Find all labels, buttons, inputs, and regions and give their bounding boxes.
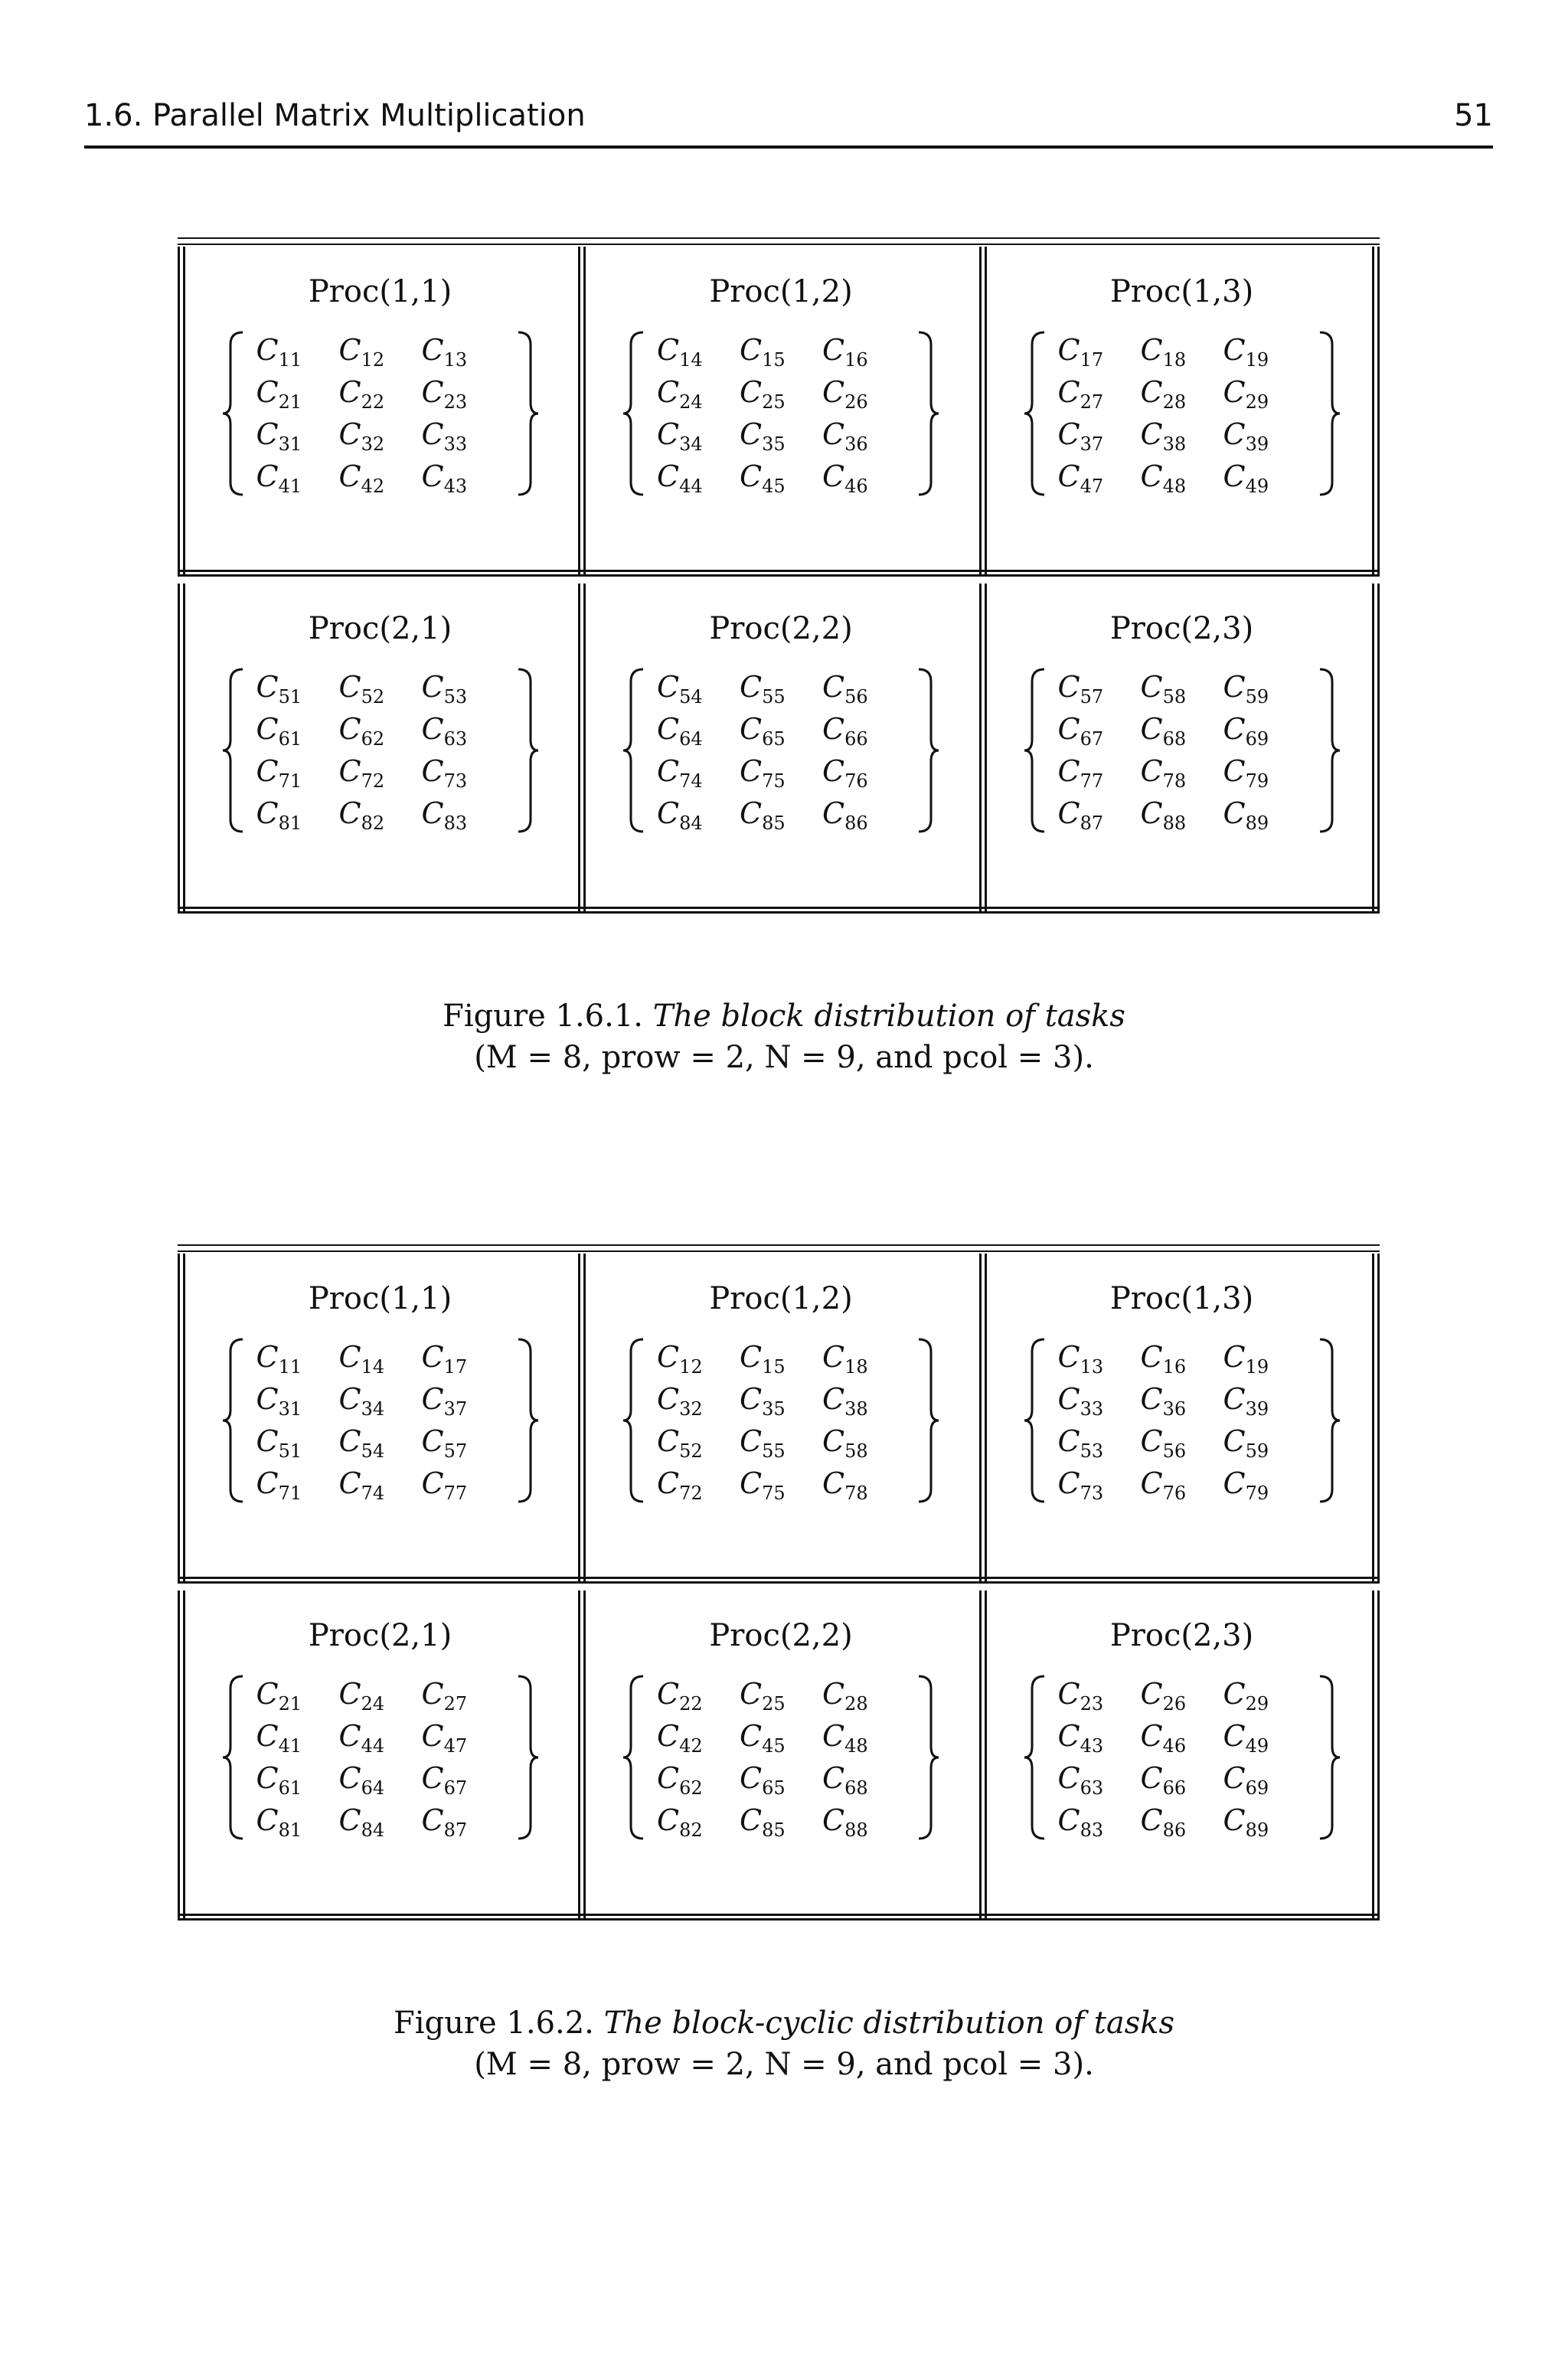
task-entry: $C_{37}$ bbox=[1057, 417, 1104, 455]
grid-top-rule bbox=[178, 237, 1380, 239]
task-entry: $C_{74}$ bbox=[338, 1466, 385, 1504]
task-entry: $C_{54}$ bbox=[338, 1424, 385, 1462]
processor-cell bbox=[987, 1254, 1377, 1583]
processor-cell bbox=[185, 584, 575, 913]
grid-vertical-rule bbox=[979, 247, 982, 576]
task-entry: $C_{19}$ bbox=[1223, 1340, 1269, 1378]
task-entry: $C_{88}$ bbox=[1140, 796, 1187, 834]
left-brace-icon bbox=[620, 1336, 648, 1505]
processor-cell bbox=[987, 584, 1377, 913]
task-entry: $C_{33}$ bbox=[421, 417, 468, 455]
task-entry: $C_{48}$ bbox=[1140, 459, 1187, 497]
left-brace-icon bbox=[620, 1673, 648, 1842]
task-entry: $C_{23}$ bbox=[1057, 1677, 1104, 1715]
grid-vertical-rule bbox=[578, 1254, 580, 1583]
right-brace-icon bbox=[914, 1336, 942, 1505]
task-entry: $C_{63}$ bbox=[421, 712, 468, 750]
left-brace-icon bbox=[220, 1336, 247, 1505]
right-brace-icon bbox=[514, 1673, 541, 1842]
task-entry: $C_{59}$ bbox=[1223, 670, 1269, 708]
task-entry: $C_{27}$ bbox=[1057, 375, 1104, 413]
task-entry: $C_{54}$ bbox=[657, 670, 703, 708]
processor-label: Proc(1,1) bbox=[308, 1281, 452, 1316]
task-entry: $C_{15}$ bbox=[740, 1340, 786, 1378]
task-entry: $C_{44}$ bbox=[338, 1719, 385, 1757]
task-entry: $C_{22}$ bbox=[338, 375, 385, 413]
task-entry: $C_{27}$ bbox=[421, 1677, 468, 1715]
grid-top-rule bbox=[178, 1250, 1380, 1252]
task-entry: $C_{89}$ bbox=[1223, 796, 1269, 834]
page-number: 51 bbox=[1454, 98, 1493, 133]
task-entry: $C_{16}$ bbox=[822, 333, 868, 371]
processor-label: Proc(1,3) bbox=[1109, 274, 1254, 309]
task-entry: $C_{52}$ bbox=[657, 1424, 703, 1462]
left-brace-icon bbox=[220, 1673, 247, 1842]
task-entries bbox=[256, 329, 505, 498]
task-entry: $C_{87}$ bbox=[1057, 796, 1104, 834]
task-entry: $C_{17}$ bbox=[1057, 333, 1104, 371]
processor-label: Proc(2,1) bbox=[308, 1618, 452, 1653]
task-entry: $C_{36}$ bbox=[1140, 1382, 1187, 1420]
processor-row bbox=[178, 1590, 1380, 1920]
task-set bbox=[1021, 666, 1343, 835]
caption-parameters: (M = 8, prow = 2, N = 9, and pcol = 3). bbox=[474, 1040, 1094, 1075]
task-set bbox=[620, 1336, 942, 1505]
task-entry: $C_{72}$ bbox=[338, 754, 385, 792]
processor-label: Proc(2,3) bbox=[1109, 611, 1254, 646]
task-entry: $C_{22}$ bbox=[657, 1677, 703, 1715]
task-entry: $C_{47}$ bbox=[421, 1719, 468, 1757]
block-distribution-figure bbox=[178, 237, 1380, 927]
task-entry: $C_{12}$ bbox=[657, 1340, 703, 1378]
task-entry: $C_{71}$ bbox=[256, 754, 302, 792]
task-entry: $C_{66}$ bbox=[1140, 1761, 1187, 1799]
task-entry: $C_{32}$ bbox=[657, 1382, 703, 1420]
task-entry: $C_{68}$ bbox=[822, 1761, 868, 1799]
processor-label: Proc(1,2) bbox=[709, 1281, 853, 1316]
task-entry: $C_{35}$ bbox=[740, 417, 786, 455]
task-entry: $C_{77}$ bbox=[421, 1466, 468, 1504]
task-entry: $C_{16}$ bbox=[1140, 1340, 1187, 1378]
task-entry: $C_{35}$ bbox=[740, 1382, 786, 1420]
task-entry: $C_{21}$ bbox=[256, 375, 302, 413]
grid-vertical-rule bbox=[178, 247, 180, 576]
right-brace-icon bbox=[1315, 1336, 1343, 1505]
task-entry: $C_{81}$ bbox=[256, 1803, 302, 1841]
figure-caption bbox=[0, 2002, 1568, 2085]
processor-cell bbox=[987, 247, 1377, 576]
task-set bbox=[620, 1673, 942, 1842]
task-entry: $C_{44}$ bbox=[657, 459, 703, 497]
section-title: 1.6. Parallel Matrix Multiplication bbox=[84, 98, 586, 133]
task-entry: $C_{18}$ bbox=[1140, 333, 1187, 371]
task-entry: $C_{82}$ bbox=[338, 796, 385, 834]
left-brace-icon bbox=[1021, 666, 1049, 835]
grid-top-rule bbox=[178, 1244, 1380, 1246]
task-entry: $C_{21}$ bbox=[256, 1677, 302, 1715]
processor-label: Proc(2,2) bbox=[709, 1618, 853, 1653]
right-brace-icon bbox=[914, 666, 942, 835]
task-entry: $C_{11}$ bbox=[256, 333, 302, 371]
task-entry: $C_{83}$ bbox=[1057, 1803, 1104, 1841]
task-entry: $C_{34}$ bbox=[657, 417, 703, 455]
task-entry: $C_{49}$ bbox=[1223, 1719, 1269, 1757]
task-entry: $C_{26}$ bbox=[822, 375, 868, 413]
task-set bbox=[220, 1336, 541, 1505]
caption-parameters: (M = 8, prow = 2, N = 9, and pcol = 3). bbox=[474, 2047, 1094, 2082]
task-entry: $C_{73}$ bbox=[1057, 1466, 1104, 1504]
task-entry: $C_{66}$ bbox=[822, 712, 868, 750]
task-entry: $C_{65}$ bbox=[740, 1761, 786, 1799]
task-entry: $C_{82}$ bbox=[657, 1803, 703, 1841]
task-entry: $C_{79}$ bbox=[1223, 754, 1269, 792]
task-entry: $C_{25}$ bbox=[740, 375, 786, 413]
task-entry: $C_{23}$ bbox=[421, 375, 468, 413]
right-brace-icon bbox=[514, 666, 541, 835]
task-entry: $C_{13}$ bbox=[1057, 1340, 1104, 1378]
task-entry: $C_{14}$ bbox=[338, 1340, 385, 1378]
task-entry: $C_{11}$ bbox=[256, 1340, 302, 1378]
task-entry: $C_{61}$ bbox=[256, 712, 302, 750]
task-entry: $C_{85}$ bbox=[740, 796, 786, 834]
grid-vertical-rule bbox=[1377, 1590, 1380, 1920]
task-entry: $C_{61}$ bbox=[256, 1761, 302, 1799]
task-entry: $C_{89}$ bbox=[1223, 1803, 1269, 1841]
task-entries bbox=[256, 1673, 505, 1842]
task-entry: $C_{17}$ bbox=[421, 1340, 468, 1378]
grid-vertical-rule bbox=[979, 1254, 982, 1583]
task-entry: $C_{86}$ bbox=[822, 796, 868, 834]
task-entry: $C_{55}$ bbox=[740, 1424, 786, 1462]
task-entry: $C_{39}$ bbox=[1223, 417, 1269, 455]
right-brace-icon bbox=[1315, 666, 1343, 835]
task-entry: $C_{67}$ bbox=[421, 1761, 468, 1799]
task-entry: $C_{15}$ bbox=[740, 333, 786, 371]
task-entry: $C_{69}$ bbox=[1223, 1761, 1269, 1799]
left-brace-icon bbox=[1021, 329, 1049, 498]
task-entries bbox=[657, 1673, 905, 1842]
left-brace-icon bbox=[620, 329, 648, 498]
task-entry: $C_{75}$ bbox=[740, 754, 786, 792]
task-entries bbox=[657, 329, 905, 498]
task-entry: $C_{48}$ bbox=[822, 1719, 868, 1757]
task-entry: $C_{45}$ bbox=[740, 1719, 786, 1757]
task-entry: $C_{87}$ bbox=[421, 1803, 468, 1841]
processor-cell bbox=[586, 1590, 976, 1920]
processor-cell bbox=[987, 1590, 1377, 1920]
task-entry: $C_{29}$ bbox=[1223, 1677, 1269, 1715]
processor-label: Proc(2,3) bbox=[1109, 1618, 1254, 1653]
task-entry: $C_{47}$ bbox=[1057, 459, 1104, 497]
caption-title: The block distribution of tasks bbox=[652, 999, 1125, 1034]
task-entry: $C_{46}$ bbox=[1140, 1719, 1187, 1757]
caption-label: Figure 1.6.1. bbox=[443, 999, 653, 1034]
task-entry: $C_{67}$ bbox=[1057, 712, 1104, 750]
processor-label: Proc(1,3) bbox=[1109, 1281, 1254, 1316]
task-entry: $C_{28}$ bbox=[1140, 375, 1187, 413]
task-entry: $C_{78}$ bbox=[1140, 754, 1187, 792]
task-set bbox=[220, 666, 541, 835]
task-set bbox=[1021, 329, 1343, 498]
task-entry: $C_{24}$ bbox=[338, 1677, 385, 1715]
page-header bbox=[84, 98, 1493, 147]
task-entry: $C_{88}$ bbox=[822, 1803, 868, 1841]
task-entry: $C_{73}$ bbox=[421, 754, 468, 792]
task-set bbox=[220, 329, 541, 498]
task-entry: $C_{32}$ bbox=[338, 417, 385, 455]
task-entries bbox=[657, 666, 905, 835]
grid-vertical-rule bbox=[1377, 584, 1380, 913]
task-entry: $C_{79}$ bbox=[1223, 1466, 1269, 1504]
task-entry: $C_{31}$ bbox=[256, 417, 302, 455]
grid-vertical-rule bbox=[1377, 1254, 1380, 1583]
task-entry: $C_{62}$ bbox=[338, 712, 385, 750]
task-entry: $C_{84}$ bbox=[657, 796, 703, 834]
task-entries bbox=[1058, 1336, 1306, 1505]
task-entry: $C_{12}$ bbox=[338, 333, 385, 371]
left-brace-icon bbox=[220, 666, 247, 835]
task-entry: $C_{63}$ bbox=[1057, 1761, 1104, 1799]
task-set bbox=[620, 329, 942, 498]
right-brace-icon bbox=[914, 329, 942, 498]
task-entry: $C_{76}$ bbox=[822, 754, 868, 792]
right-brace-icon bbox=[1315, 1673, 1343, 1842]
task-entry: $C_{31}$ bbox=[256, 1382, 302, 1420]
task-entries bbox=[1058, 329, 1306, 498]
task-entry: $C_{62}$ bbox=[657, 1761, 703, 1799]
task-entry: $C_{42}$ bbox=[657, 1719, 703, 1757]
processor-row bbox=[178, 247, 1380, 576]
task-entry: $C_{53}$ bbox=[421, 670, 468, 708]
task-entry: $C_{25}$ bbox=[740, 1677, 786, 1715]
task-entry: $C_{38}$ bbox=[822, 1382, 868, 1420]
header-rule bbox=[84, 145, 1493, 149]
task-entry: $C_{75}$ bbox=[740, 1466, 786, 1504]
caption-title: The block-cyclic distribution of tasks bbox=[603, 2006, 1175, 2041]
grid-vertical-rule bbox=[578, 247, 580, 576]
task-entry: $C_{83}$ bbox=[421, 796, 468, 834]
task-entry: $C_{33}$ bbox=[1057, 1382, 1104, 1420]
task-entries bbox=[657, 1336, 905, 1505]
task-entry: $C_{76}$ bbox=[1140, 1466, 1187, 1504]
task-entry: $C_{24}$ bbox=[657, 375, 703, 413]
task-entry: $C_{57}$ bbox=[421, 1424, 468, 1462]
task-entry: $C_{39}$ bbox=[1223, 1382, 1269, 1420]
grid-top-rule bbox=[178, 244, 1380, 245]
processor-cell bbox=[586, 247, 976, 576]
left-brace-icon bbox=[1021, 1336, 1049, 1505]
grid-vertical-rule bbox=[178, 584, 180, 913]
task-entry: $C_{19}$ bbox=[1223, 333, 1269, 371]
task-entries bbox=[256, 666, 505, 835]
task-entry: $C_{84}$ bbox=[338, 1803, 385, 1841]
task-entry: $C_{29}$ bbox=[1223, 375, 1269, 413]
right-brace-icon bbox=[514, 1336, 541, 1505]
task-entry: $C_{37}$ bbox=[421, 1382, 468, 1420]
caption-line bbox=[0, 2002, 1568, 2044]
task-entry: $C_{81}$ bbox=[256, 796, 302, 834]
task-entry: $C_{85}$ bbox=[740, 1803, 786, 1841]
block-cyclic-distribution-figure bbox=[178, 1244, 1380, 1934]
processor-label: Proc(2,1) bbox=[308, 611, 452, 646]
left-brace-icon bbox=[620, 666, 648, 835]
task-entry: $C_{38}$ bbox=[1140, 417, 1187, 455]
grid-vertical-rule bbox=[979, 584, 982, 913]
task-entries bbox=[1058, 1673, 1306, 1842]
processor-label: Proc(1,2) bbox=[709, 274, 853, 309]
grid-vertical-rule bbox=[178, 1590, 180, 1920]
task-entry: $C_{42}$ bbox=[338, 459, 385, 497]
task-entry: $C_{69}$ bbox=[1223, 712, 1269, 750]
grid-vertical-rule bbox=[178, 1254, 180, 1583]
task-entry: $C_{59}$ bbox=[1223, 1424, 1269, 1462]
task-set bbox=[220, 1673, 541, 1842]
grid-vertical-rule bbox=[1377, 247, 1380, 576]
task-entry: $C_{46}$ bbox=[822, 459, 868, 497]
processor-cell bbox=[185, 1254, 575, 1583]
task-entry: $C_{14}$ bbox=[657, 333, 703, 371]
task-entry: $C_{45}$ bbox=[740, 459, 786, 497]
task-set bbox=[1021, 1673, 1343, 1842]
processor-cell bbox=[185, 1590, 575, 1920]
task-entry: $C_{13}$ bbox=[421, 333, 468, 371]
task-entry: $C_{34}$ bbox=[338, 1382, 385, 1420]
grid-vertical-rule bbox=[979, 1590, 982, 1920]
processor-label: Proc(2,2) bbox=[709, 611, 853, 646]
task-entry: $C_{64}$ bbox=[657, 712, 703, 750]
figure-caption bbox=[0, 995, 1568, 1078]
processor-row bbox=[178, 584, 1380, 913]
processor-cell bbox=[586, 1254, 976, 1583]
right-brace-icon bbox=[1315, 329, 1343, 498]
task-entry: $C_{43}$ bbox=[421, 459, 468, 497]
task-entry: $C_{26}$ bbox=[1140, 1677, 1187, 1715]
task-entry: $C_{58}$ bbox=[822, 1424, 868, 1462]
task-entry: $C_{71}$ bbox=[256, 1466, 302, 1504]
processor-label: Proc(1,1) bbox=[308, 274, 452, 309]
task-entry: $C_{86}$ bbox=[1140, 1803, 1187, 1841]
task-entry: $C_{57}$ bbox=[1057, 670, 1104, 708]
task-set bbox=[620, 666, 942, 835]
right-brace-icon bbox=[514, 329, 541, 498]
task-entry: $C_{43}$ bbox=[1057, 1719, 1104, 1757]
processor-cell bbox=[586, 584, 976, 913]
left-brace-icon bbox=[220, 329, 247, 498]
task-entry: $C_{56}$ bbox=[822, 670, 868, 708]
task-entry: $C_{74}$ bbox=[657, 754, 703, 792]
task-entry: $C_{51}$ bbox=[256, 1424, 302, 1462]
task-entry: $C_{58}$ bbox=[1140, 670, 1187, 708]
task-entry: $C_{18}$ bbox=[822, 1340, 868, 1378]
task-entry: $C_{72}$ bbox=[657, 1466, 703, 1504]
task-entries bbox=[1058, 666, 1306, 835]
task-entry: $C_{77}$ bbox=[1057, 754, 1104, 792]
task-set bbox=[1021, 1336, 1343, 1505]
grid-vertical-rule bbox=[578, 1590, 580, 1920]
task-entry: $C_{52}$ bbox=[338, 670, 385, 708]
caption-line bbox=[0, 995, 1568, 1037]
task-entry: $C_{41}$ bbox=[256, 1719, 302, 1757]
caption-label: Figure 1.6.2. bbox=[393, 2006, 604, 2041]
task-entry: $C_{51}$ bbox=[256, 670, 302, 708]
processor-cell bbox=[185, 247, 575, 576]
task-entry: $C_{65}$ bbox=[740, 712, 786, 750]
task-entry: $C_{64}$ bbox=[338, 1761, 385, 1799]
processor-row bbox=[178, 1254, 1380, 1583]
task-entry: $C_{36}$ bbox=[822, 417, 868, 455]
task-entry: $C_{78}$ bbox=[822, 1466, 868, 1504]
grid-vertical-rule bbox=[578, 584, 580, 913]
task-entry: $C_{56}$ bbox=[1140, 1424, 1187, 1462]
right-brace-icon bbox=[914, 1673, 942, 1842]
task-entry: $C_{28}$ bbox=[822, 1677, 868, 1715]
task-entry: $C_{49}$ bbox=[1223, 459, 1269, 497]
task-entry: $C_{68}$ bbox=[1140, 712, 1187, 750]
task-entry: $C_{41}$ bbox=[256, 459, 302, 497]
task-entry: $C_{53}$ bbox=[1057, 1424, 1104, 1462]
task-entries bbox=[256, 1336, 505, 1505]
left-brace-icon bbox=[1021, 1673, 1049, 1842]
task-entry: $C_{55}$ bbox=[740, 670, 786, 708]
